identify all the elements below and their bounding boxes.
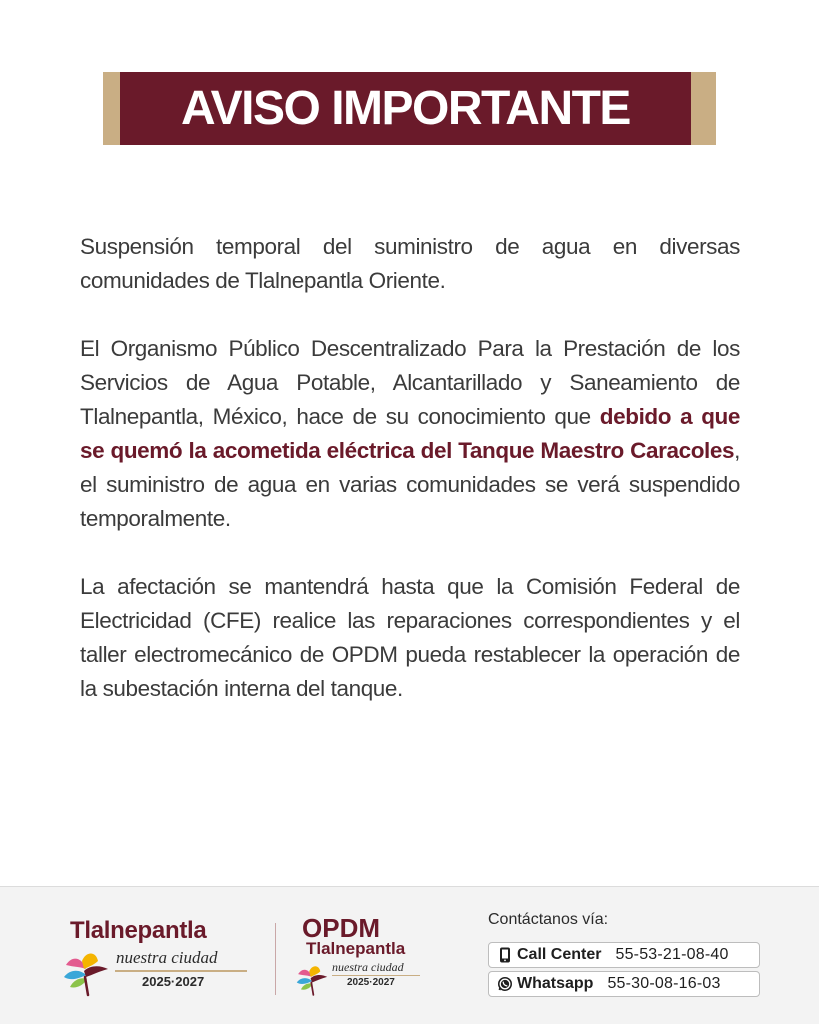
logo-municipio-divider xyxy=(115,970,247,972)
whatsapp-icon xyxy=(497,976,513,992)
whatsapp-contact[interactable] xyxy=(488,971,760,997)
whatsapp-label: Whatsapp xyxy=(517,975,594,992)
logo-opdm-divider xyxy=(332,975,420,976)
hummingbird-logo-icon xyxy=(294,961,330,997)
tlalnepantla-logo xyxy=(60,917,260,997)
footer xyxy=(0,886,819,1024)
logo-divider xyxy=(275,923,276,995)
notice-body xyxy=(80,230,740,740)
callcenter-number[interactable]: 55-53-21-08-40 xyxy=(615,946,729,963)
notice-paragraph-3: La afectación se mantendrá hasta que la Comisión Federal de Electricidad (CFE) realice las reparaciones correspondientes y el taller electromecánico de OPDM pueda restablecer la operación de la subestación interna del tanque. xyxy=(80,574,740,701)
contact-heading: Contáctanos vía: xyxy=(488,911,609,928)
hummingbird-logo-icon xyxy=(60,947,112,997)
logo-opdm-years: 2025·2027 xyxy=(347,977,395,988)
opdm-logo xyxy=(292,913,442,1003)
callcenter-contact[interactable] xyxy=(488,942,760,968)
paragraph-2-start: El Organismo Público Descentralizado Para la Prestación de los Servicios de Agua Potable, Alcantarillado y Saneamiento de Tlalnepantla, México, hace de su conocimiento que xyxy=(80,336,740,429)
logo-opdm-subtitle: Tlalnepantla xyxy=(306,939,406,958)
notice-paragraph-1: Suspensión temporal del suministro de agua en diversas comunidades de Tlalnepantla Oriente. xyxy=(80,234,740,293)
notice-title: AVISO IMPORTANTE xyxy=(181,82,630,135)
paragraph-2-highlight: debido a que se quemó la acometida eléctrica del Tanque Maestro Caracoles xyxy=(80,404,740,463)
notice-banner-inner xyxy=(120,72,691,145)
notice-banner xyxy=(103,72,716,145)
logo-opdm-tagline: nuestra ciudad xyxy=(332,960,404,974)
phone-icon xyxy=(497,947,513,963)
callcenter-label: Call Center xyxy=(517,946,602,963)
whatsapp-number[interactable]: 55-30-08-16-03 xyxy=(607,975,721,992)
notice-paragraph-2 xyxy=(80,332,740,536)
logo-opdm-title: OPDM xyxy=(302,913,380,943)
logo-municipio-subtitle: nuestra ciudad xyxy=(116,948,218,967)
logo-municipio-years: 2025·2027 xyxy=(142,974,205,989)
logo-municipio-title: Tlalnepantla xyxy=(70,917,207,944)
paragraph-2-end: , el suministro de agua en varias comunidades se verá suspendido temporalmente. xyxy=(80,438,740,531)
